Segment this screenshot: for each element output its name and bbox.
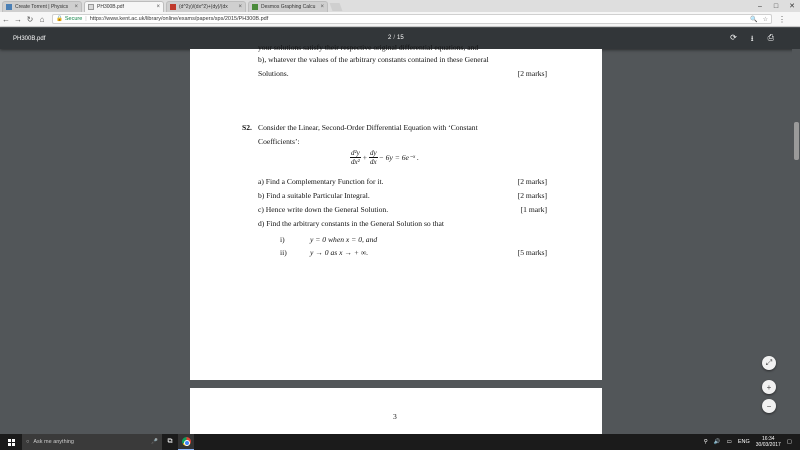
text-line: Solutions. <box>258 69 289 78</box>
subpart-label: ii) <box>280 248 287 257</box>
marks-label: [1 mark] <box>520 205 547 214</box>
browser-menu-icon[interactable]: ⋮ <box>778 14 786 24</box>
total-pages: 15 <box>397 35 404 41</box>
task-view-icon[interactable]: ⧉ <box>167 438 173 445</box>
plus-sign: + <box>362 153 368 162</box>
subpart-text: y → 0 as x → + ∞. <box>310 248 369 257</box>
network-icon[interactable]: ⚲ <box>703 439 708 445</box>
scrollbar-thumb[interactable] <box>794 122 799 160</box>
part-text: d) Find the arbitrary constants in the General Solution so that <box>258 219 445 228</box>
tab-label: Desmos Graphing Calcu <box>261 4 316 10</box>
marks-label: [2 marks] <box>517 191 547 200</box>
window-controls <box>752 0 800 12</box>
clock[interactable] <box>756 436 781 448</box>
first-derivative <box>369 149 378 166</box>
tab-desmos[interactable] <box>248 1 328 12</box>
url-text: https://www.kent.ac.uk/library/online/exams/papers/sps/2015/PH300B.pdf <box>89 16 269 22</box>
maximize-icon[interactable]: □ <box>773 2 779 10</box>
pdf-title: PH300B.pdf <box>13 35 46 42</box>
system-tray <box>704 436 800 448</box>
fit-page-button[interactable] <box>762 356 776 370</box>
address-bar <box>0 12 800 27</box>
pdf-page <box>190 43 602 380</box>
fraction-denominator: dx <box>370 158 377 166</box>
tab-ph300b-pdf[interactable] <box>84 1 164 12</box>
tab-favicon-icon <box>6 4 12 10</box>
text-line: b), whatever the values of the arbitrary constants contained in these General <box>258 55 489 64</box>
tab-label: (d^2y)/(dx^2)+(dy)/(dx <box>179 4 228 10</box>
secure-label: Secure <box>64 16 83 22</box>
url-input[interactable] <box>52 14 772 24</box>
pdf-page <box>190 388 602 436</box>
subpart-label: i) <box>280 235 285 244</box>
chrome-icon <box>182 437 191 446</box>
url-separator: | <box>85 16 87 22</box>
notifications-icon[interactable]: ▢ <box>786 439 792 445</box>
question-text: Coefficients’: <box>258 137 300 146</box>
minus-icon: − <box>766 401 772 411</box>
question-text: Consider the Linear, Second-Order Differential Equation with ‘Constant <box>258 123 478 132</box>
close-window-icon[interactable]: ✕ <box>789 3 795 10</box>
rotate-icon[interactable]: ⟳ <box>730 33 737 42</box>
part-text: a) Find a Complementary Function for it. <box>258 177 384 186</box>
part-text: c) Hence write down the General Solution. <box>258 205 389 214</box>
zoom-out-button[interactable] <box>762 399 776 413</box>
tab-close-icon[interactable]: × <box>74 4 78 10</box>
lock-icon: 🔒 <box>56 16 63 22</box>
reload-icon[interactable]: ↻ <box>26 14 34 24</box>
new-tab-button[interactable] <box>330 3 343 11</box>
circle-search-icon: ○ <box>26 439 30 445</box>
microphone-icon[interactable]: 🎤 <box>151 439 158 445</box>
tab-label: PH300B.pdf <box>97 4 124 10</box>
forward-icon[interactable]: → <box>14 14 22 24</box>
tab-close-icon[interactable]: × <box>320 4 324 10</box>
tab-label: Create Torrent | Physics <box>15 4 69 10</box>
battery-icon[interactable]: ▭ <box>726 439 732 445</box>
volume-icon[interactable]: 🔊 <box>713 439 721 445</box>
marks-label: [5 marks] <box>517 248 547 257</box>
tab-close-icon[interactable]: × <box>156 4 160 10</box>
marks-label: [2 marks] <box>517 177 547 186</box>
minimize-icon[interactable]: – <box>758 2 762 10</box>
tab-favicon-icon <box>252 4 258 10</box>
taskbar <box>0 434 800 450</box>
tab-favicon-icon <box>88 4 94 10</box>
download-icon[interactable]: ⭳ <box>750 34 754 43</box>
fraction-numerator: d²y <box>351 149 360 157</box>
bookmark-star-icon[interactable]: ☆ <box>762 16 768 23</box>
tab-wolfram[interactable] <box>166 1 246 12</box>
browser-tab-bar <box>0 0 800 12</box>
zoom-in-button[interactable] <box>762 380 776 394</box>
clock-time: 16:34 <box>762 436 775 442</box>
tab-create-torrent[interactable] <box>2 1 82 12</box>
current-page-input[interactable]: 2 <box>388 35 392 41</box>
page-indicator <box>388 35 404 41</box>
zoom-icon[interactable]: 🔍 <box>750 16 758 23</box>
back-icon[interactable]: ← <box>2 14 10 24</box>
tab-favicon-icon <box>170 4 176 10</box>
start-button[interactable] <box>0 439 22 446</box>
taskbar-search[interactable] <box>22 434 162 450</box>
search-placeholder: Ask me anything <box>33 439 74 445</box>
differential-equation <box>350 149 419 166</box>
tab-close-icon[interactable]: × <box>238 4 242 10</box>
marks-label: [2 marks] <box>517 69 547 78</box>
equation-rest: − 6y = 6e⁻ˣ . <box>378 153 419 162</box>
home-icon[interactable]: ⌂ <box>39 14 45 24</box>
subpart-text: y = 0 when x = 0, and <box>310 235 378 244</box>
page-number: 3 <box>393 412 397 421</box>
fit-page-icon: ⤢ <box>765 358 773 367</box>
page-separator: / <box>393 35 396 41</box>
language-indicator[interactable]: ENG <box>737 439 750 445</box>
windows-logo-icon <box>8 439 15 446</box>
question-number: S2. <box>242 123 252 132</box>
print-icon[interactable]: ⎙ <box>767 33 774 42</box>
fraction-numerator: dy <box>370 149 377 157</box>
clock-date: 30/03/2017 <box>755 442 781 448</box>
text-line: your solutions satisfy their respective original differential equations, and <box>258 43 479 52</box>
second-derivative <box>350 149 361 166</box>
chrome-taskbar-icon[interactable] <box>178 434 194 450</box>
fraction-denominator: dx² <box>351 158 360 166</box>
scrollbar-track[interactable] <box>792 49 800 434</box>
plus-icon: + <box>766 382 772 392</box>
part-text: b) Find a suitable Particular Integral. <box>258 191 370 200</box>
